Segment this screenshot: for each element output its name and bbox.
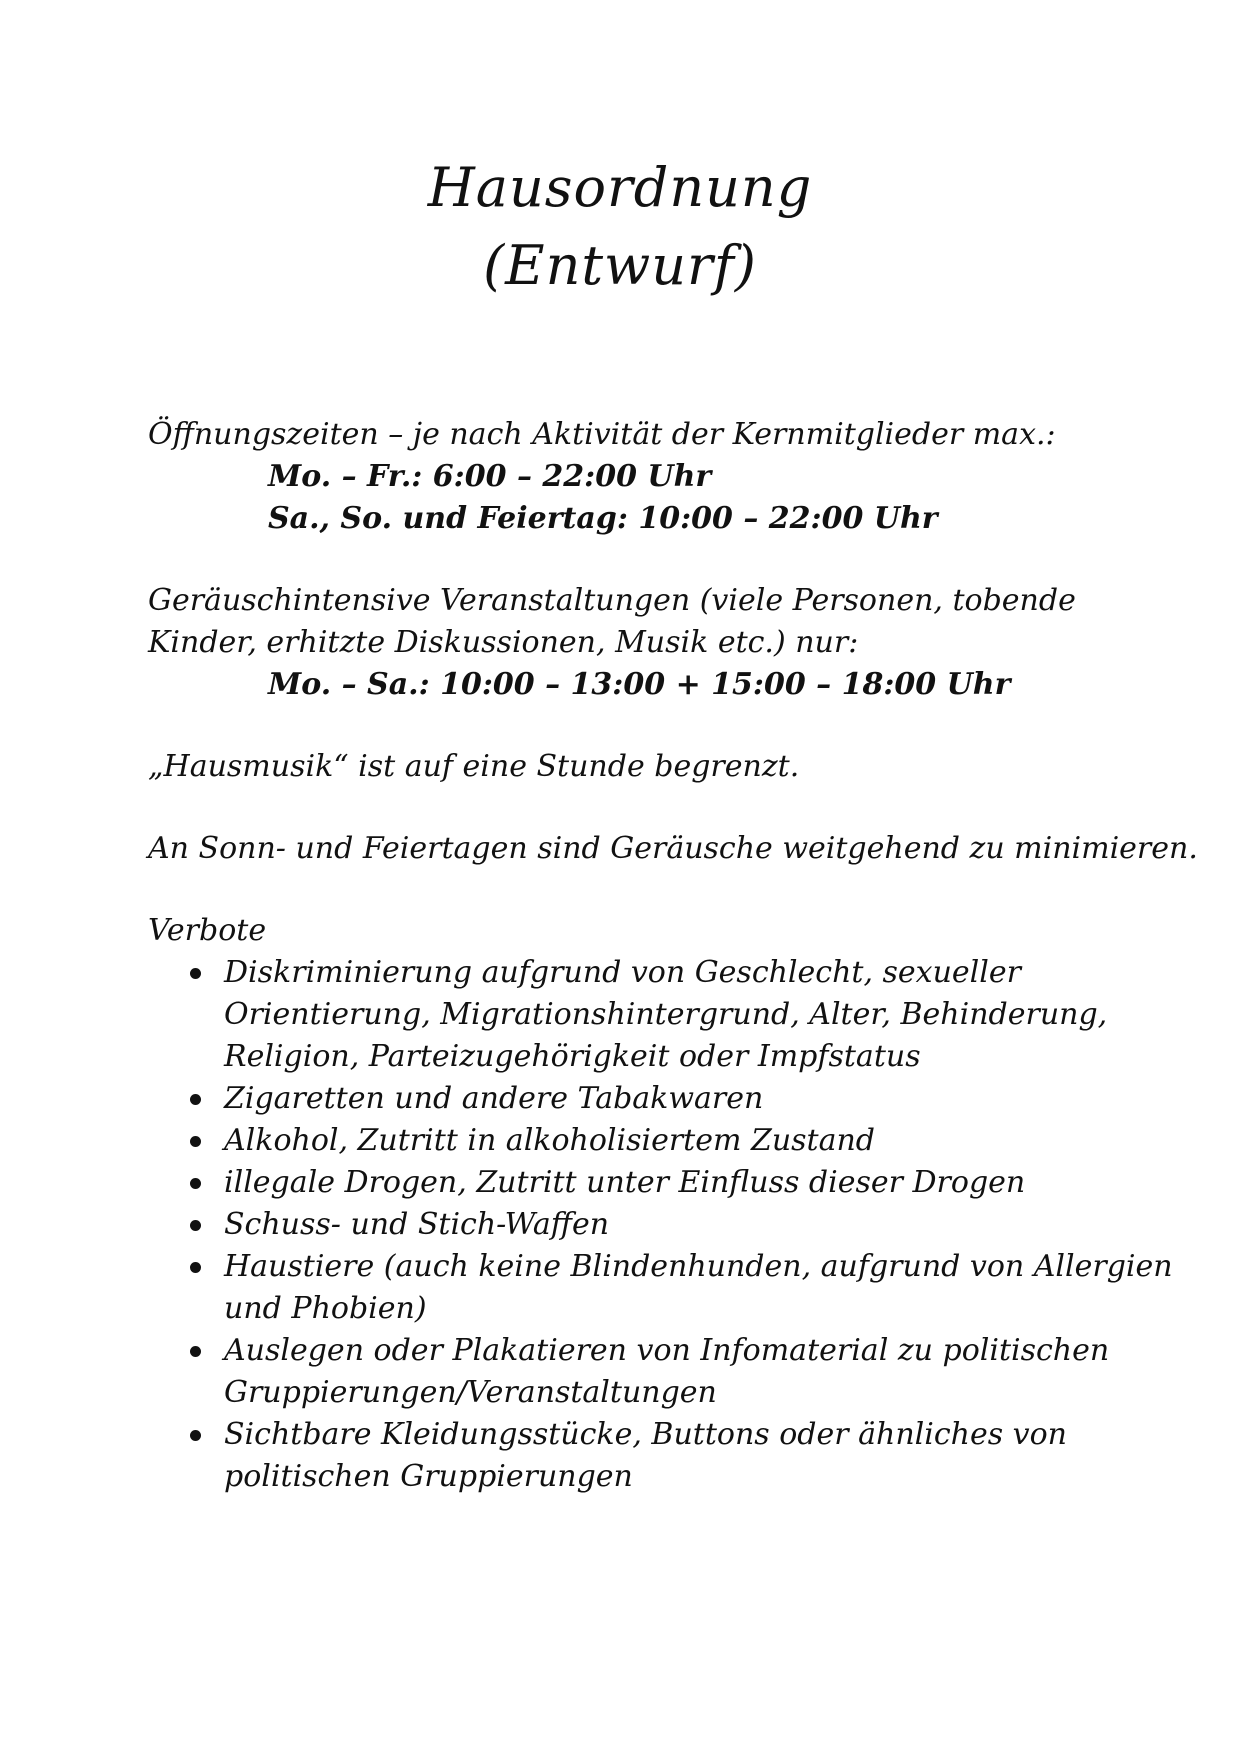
bullet-icon <box>190 1178 201 1189</box>
bullet-icon <box>190 1346 201 1357</box>
verbote-item-text: Diskriminierung aufgrund von Geschlecht, sexueller <box>224 955 1021 990</box>
verbote-item-text: Haustiere (auch keine Blindenhunden, aufgrund von Allergien <box>224 1249 1173 1284</box>
verbote-item-text: Zigaretten und andere Tabakwaren <box>224 1081 764 1116</box>
opening-hours-intro: Öffnungszeiten – je nach Aktivität der Kernmitglieder max.: <box>148 417 1056 452</box>
verbote-item-text: Sichtbare Kleidungsstücke, Buttons oder ähnliches von <box>224 1417 1067 1452</box>
verbote-item-text: Alkohol, Zutritt in alkoholisiertem Zustand <box>224 1123 876 1158</box>
bullet-icon <box>190 1136 201 1147</box>
bullet-icon <box>190 1220 201 1231</box>
noise-rule-times: Mo. – Sa.: 10:00 – 13:00 + 15:00 – 18:00 Uhr <box>268 667 1011 702</box>
verbote-item-text: Schuss- und Stich-Waffen <box>224 1207 610 1242</box>
bullet-icon <box>190 1262 201 1273</box>
verbote-item-text: und Phobien) <box>224 1291 427 1326</box>
opening-hours-weekend: Sa., So. und Feiertag: 10:00 – 22:00 Uhr <box>268 501 938 536</box>
document-title: Hausordnung <box>427 156 813 219</box>
bullet-icon <box>190 1094 201 1105</box>
opening-hours-weekdays: Mo. – Fr.: 6:00 – 22:00 Uhr <box>268 459 712 494</box>
verbote-item-text: Religion, Parteizugehörigkeit oder Impfstatus <box>224 1039 921 1074</box>
verbote-item-text: Orientierung, Migrationshintergrund, Alter, Behinderung, <box>224 997 1108 1032</box>
document-subtitle: (Entwurf) <box>483 234 757 297</box>
verbote-heading: Verbote <box>148 913 267 948</box>
verbote-item-text: Gruppierungen/Veranstaltungen <box>224 1375 717 1410</box>
sunday-rule: An Sonn- und Feiertagen sind Geräusche weitgehend zu minimieren. <box>148 831 1198 866</box>
bullet-icon <box>190 968 201 979</box>
hausmusik-rule: „Hausmusik“ ist auf eine Stunde begrenzt. <box>148 749 800 784</box>
noise-rule-line-2: Kinder, erhitzte Diskussionen, Musik etc.) nur: <box>148 625 859 660</box>
verbote-item-text: Auslegen oder Plakatieren von Infomaterial zu politischen <box>224 1333 1110 1368</box>
verbote-item-text: illegale Drogen, Zutritt unter Einfluss dieser Drogen <box>224 1165 1026 1200</box>
verbote-item-text: politischen Gruppierungen <box>224 1459 633 1494</box>
noise-rule-line-1: Geräuschintensive Veranstaltungen (viele Personen, tobende <box>148 583 1076 618</box>
bullet-icon <box>190 1430 201 1441</box>
